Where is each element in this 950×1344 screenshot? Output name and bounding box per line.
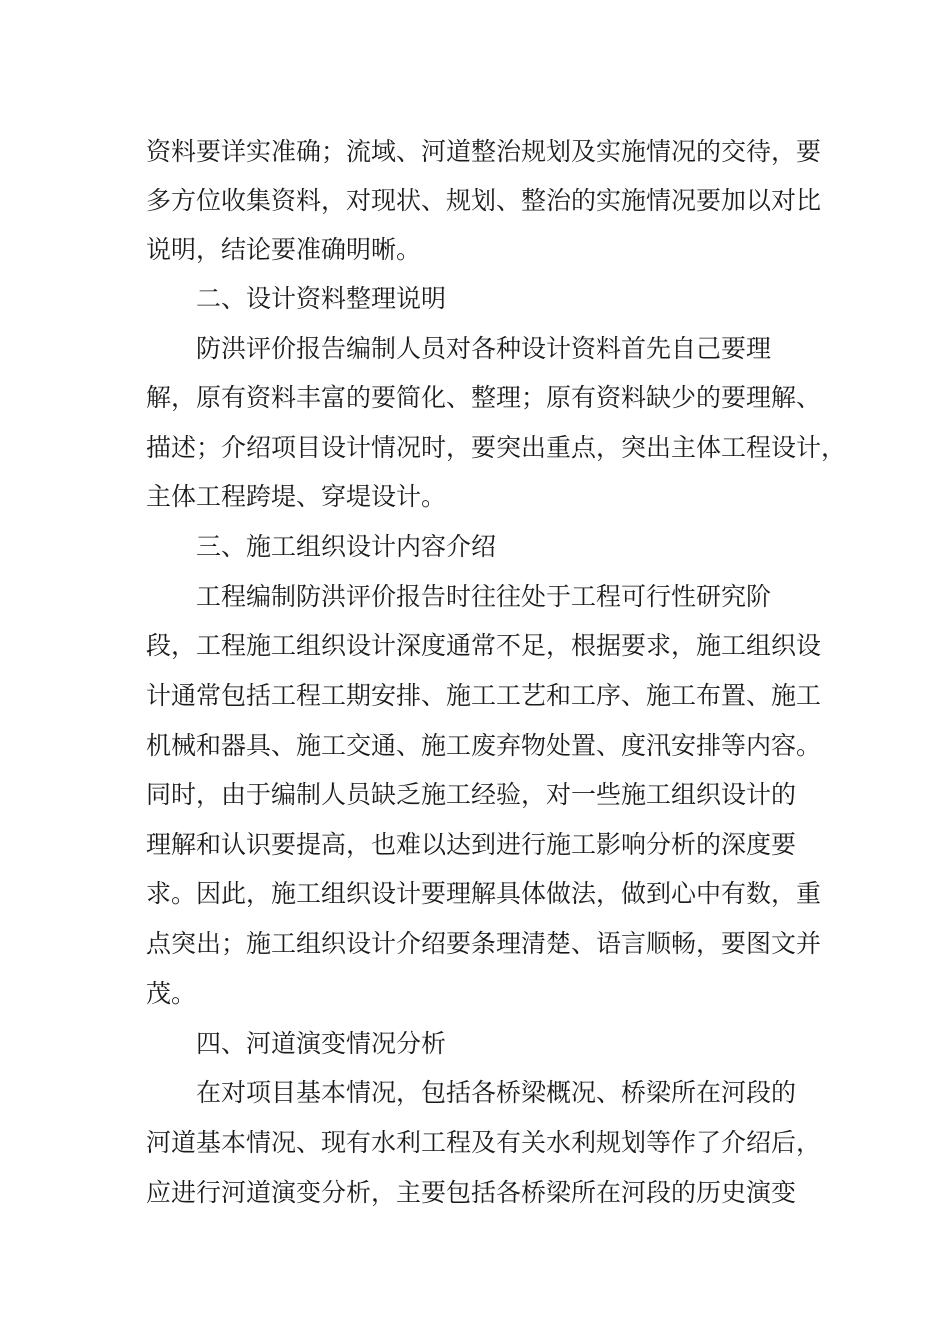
body-text-line: 求。因此，施工组织设计要理解具体做法，做到心中有数，重 <box>146 879 822 908</box>
body-text-line: 计通常包括工程工期安排、施工工艺和工序、施工布置、施工 <box>146 681 822 710</box>
body-text-line: 解，原有资料丰富的要简化、整理；原有资料缺少的要理解、 <box>146 383 822 412</box>
body-text-line: 段，工程施工组织设计深度通常不足，根据要求，施工组织设 <box>146 631 822 660</box>
body-text-line: 理解和认识要提高，也难以达到进行施工影响分析的深度要 <box>146 830 797 859</box>
body-text-line: 应进行河道演变分析，主要包括各桥梁所在河段的历史演变 <box>146 1178 797 1207</box>
section-heading: 四、河道演变情况分析 <box>196 1029 447 1058</box>
body-text-line: 茂。 <box>146 979 197 1008</box>
body-text-line: 防洪评价报告编制人员对各种设计资料首先自己要理 <box>196 334 772 363</box>
body-text-line: 同时，由于编制人员缺乏施工经验，对一些施工组织设计的 <box>146 780 797 809</box>
body-text-line: 资料要详实准确；流域、河道整治规划及实施情况的交待，要 <box>146 137 822 166</box>
body-text-line: 描述；介绍项目设计情况时，要突出重点，突出主体工程设计， <box>146 433 847 462</box>
body-text-line: 主体工程跨堤、穿堤设计。 <box>146 482 447 511</box>
body-text-line: 说明，结论要准确明晰。 <box>146 235 422 264</box>
body-text-line: 河道基本情况、现有水利工程及有关水利规划等作了介绍后， <box>146 1128 822 1157</box>
section-heading: 三、施工组织设计内容介绍 <box>196 532 497 561</box>
body-text-line: 工程编制防洪评价报告时往往处于工程可行性研究阶 <box>196 582 772 611</box>
body-text-line: 多方位收集资料，对现状、规划、整治的实施情况要加以对比 <box>146 186 822 215</box>
body-text-line: 在对项目基本情况，包括各桥梁概况、桥梁所在河段的 <box>196 1078 797 1107</box>
body-text-line: 机械和器具、施工交通、施工废弃物处置、度汛安排等内容。 <box>146 731 822 760</box>
body-text-line: 点突出；施工组织设计介绍要条理清楚、语言顺畅，要图文并 <box>146 929 822 958</box>
section-heading: 二、设计资料整理说明 <box>196 284 447 313</box>
